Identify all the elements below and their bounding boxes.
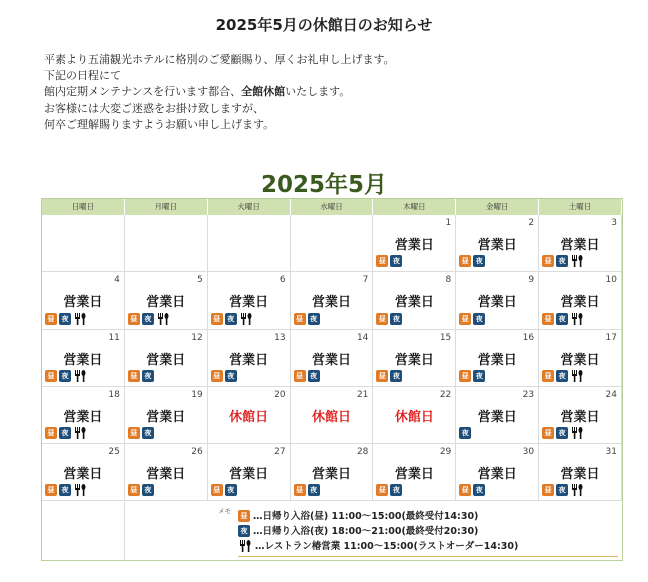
service-icons	[128, 312, 170, 326]
day-bath-icon: 昼	[128, 427, 140, 439]
day-bath-icon: 昼	[45, 484, 57, 496]
open-day-label: 営業日	[146, 295, 186, 311]
open-day-label: 営業日	[477, 409, 517, 425]
open-day-label: 営業日	[311, 295, 351, 311]
day-bath-icon: 昼	[211, 370, 223, 382]
service-icons	[128, 483, 154, 497]
night-bath-icon: 夜	[142, 370, 154, 382]
service-icons	[459, 426, 471, 440]
day-bath-icon: 昼	[459, 484, 471, 496]
open-day-label: 営業日	[477, 238, 517, 253]
calendar-day-cell	[456, 215, 539, 272]
day-number: 17	[605, 332, 617, 343]
service-icons	[376, 254, 402, 268]
calendar-day-cell	[539, 444, 622, 501]
day-bath-icon: 昼	[542, 427, 554, 439]
night-bath-icon: 夜	[308, 484, 320, 496]
night-bath-icon: 夜	[473, 484, 485, 496]
day-bath-icon: 昼	[128, 370, 140, 382]
night-bath-icon: 夜	[556, 370, 568, 382]
service-icons	[211, 312, 253, 326]
closed-day-label: 休館日	[311, 409, 351, 425]
open-day-label: 営業日	[560, 467, 600, 483]
restaurant-icon	[73, 312, 87, 326]
day-bath-icon: 昼	[376, 370, 388, 382]
open-day-label: 営業日	[560, 352, 600, 368]
day-number: 2	[528, 218, 535, 228]
day-bath-icon: 昼	[294, 370, 306, 382]
open-day-label: 営業日	[394, 295, 434, 311]
day-bath-icon: 昼	[211, 484, 223, 496]
open-day-label: 営業日	[477, 467, 517, 483]
day-number: 14	[356, 332, 369, 343]
day-number: 3	[611, 218, 617, 228]
night-bath-icon: 夜	[142, 484, 154, 496]
weekday-header: 土曜日	[539, 199, 622, 215]
day-number: 29	[439, 447, 452, 458]
service-icons	[211, 369, 237, 383]
day-number: 27	[274, 447, 286, 458]
service-icons	[376, 312, 402, 326]
service-icons	[294, 483, 320, 497]
open-day-label: 営業日	[560, 295, 600, 311]
calendar-day-cell	[208, 330, 291, 387]
service-icons	[45, 369, 87, 383]
day-bath-icon: 昼	[542, 370, 554, 382]
day-number: 5	[196, 275, 203, 286]
day-number: 24	[605, 389, 617, 400]
calendar-day-cell	[291, 272, 374, 329]
open-day-label: 営業日	[394, 238, 434, 253]
day-bath-icon: 昼	[211, 313, 223, 325]
service-icons	[542, 369, 584, 383]
legend-row	[238, 524, 518, 539]
service-icons	[128, 426, 154, 440]
open-day-label: 営業日	[146, 409, 186, 425]
notice-line-2: 下記の日程にて	[44, 69, 121, 83]
open-day-label: 営業日	[146, 352, 186, 368]
legend-row	[238, 539, 518, 554]
legend-text: …レストラン椿営業 11:00～15:00(ラストオーダー14:30)	[255, 540, 519, 552]
day-bath-icon: 昼	[45, 370, 57, 382]
day-number: 23	[522, 389, 535, 400]
day-number: 22	[439, 389, 452, 400]
day-bath-icon: 昼	[294, 313, 306, 325]
day-number: 25	[108, 447, 120, 458]
day-bath-icon: 昼	[459, 313, 471, 325]
calendar-day-cell	[539, 215, 622, 272]
service-icons	[294, 369, 320, 383]
night-bath-icon: 夜	[225, 313, 237, 325]
day-number: 16	[522, 332, 535, 343]
calendar-day-cell	[373, 444, 456, 501]
open-day-label: 営業日	[560, 238, 600, 253]
night-bath-icon: 夜	[142, 313, 154, 325]
open-day-label: 営業日	[394, 467, 434, 483]
closed-day-label: 休館日	[394, 409, 434, 425]
day-number: 9	[528, 275, 535, 286]
day-number: 8	[445, 275, 452, 286]
service-icons	[459, 369, 485, 383]
day-number: 11	[108, 332, 120, 343]
night-bath-icon: 夜	[390, 313, 402, 325]
day-number: 30	[522, 447, 535, 458]
memo-area	[42, 502, 622, 561]
calendar-day-cell	[42, 272, 125, 329]
weekday-header: 日曜日	[42, 199, 125, 215]
calendar-day-cell	[456, 330, 539, 387]
day-bath-icon: 昼	[128, 313, 140, 325]
open-day-label: 営業日	[229, 295, 269, 311]
night-bath-icon: 夜	[59, 484, 71, 496]
open-day-label: 営業日	[229, 352, 269, 368]
day-bath-icon: 昼	[459, 255, 471, 267]
night-bath-icon: 夜	[556, 313, 568, 325]
calendar-empty-cell	[208, 215, 291, 272]
open-day-label: 営業日	[311, 352, 351, 368]
calendar-day-cell	[539, 272, 622, 329]
service-icons	[542, 483, 584, 497]
night-bath-icon: 夜	[473, 370, 485, 382]
calendar-day-cell	[539, 330, 622, 387]
open-day-label: 営業日	[63, 467, 103, 483]
night-bath-icon: 夜	[59, 370, 71, 382]
day-bath-icon: 昼	[238, 510, 250, 522]
calendar-day-cell	[539, 387, 622, 444]
calendar-empty-cell	[125, 215, 208, 272]
service-icons	[376, 483, 402, 497]
restaurant-icon	[570, 254, 584, 268]
service-icons	[542, 312, 584, 326]
night-bath-icon: 夜	[556, 255, 568, 267]
notice-line-3	[44, 84, 395, 100]
night-bath-icon: 夜	[308, 313, 320, 325]
notice-title: 2025年5月の休館日のお知らせ	[215, 16, 433, 34]
legend-text: …日帰り入浴(昼) 11:00～15:00(最終受付14:30)	[253, 510, 479, 522]
service-icons	[128, 369, 154, 383]
weekday-header: 金曜日	[456, 199, 539, 215]
night-bath-icon: 夜	[390, 370, 402, 382]
night-bath-icon: 夜	[225, 370, 237, 382]
restaurant-icon	[239, 312, 253, 326]
notice-line-4: お客様には大変ご迷惑をお掛け致しますが、	[44, 101, 264, 115]
calendar-day-cell	[208, 444, 291, 501]
night-bath-icon: 夜	[142, 427, 154, 439]
day-bath-icon: 昼	[459, 370, 471, 382]
restaurant-icon	[570, 312, 584, 326]
day-number: 18	[108, 389, 120, 400]
restaurant-icon	[156, 312, 170, 326]
notice-line-3-pre: 館内定期メンテナンスを行います都合、	[44, 85, 242, 99]
legend	[238, 509, 518, 554]
notice-body	[44, 52, 395, 133]
day-bath-icon: 昼	[376, 313, 388, 325]
service-icons	[376, 369, 402, 383]
calendar-day-cell	[42, 387, 125, 444]
open-day-label: 営業日	[477, 295, 517, 311]
night-bath-icon: 夜	[59, 313, 71, 325]
open-day-label: 営業日	[477, 352, 517, 368]
day-bath-icon: 昼	[542, 484, 554, 496]
day-number: 1	[445, 218, 452, 228]
service-icons	[45, 426, 87, 440]
open-day-label: 営業日	[146, 467, 186, 483]
day-bath-icon: 昼	[294, 484, 306, 496]
calendar-day-cell	[373, 272, 456, 329]
night-bath-icon: 夜	[59, 427, 71, 439]
restaurant-icon	[570, 369, 584, 383]
night-bath-icon: 夜	[556, 427, 568, 439]
day-bath-icon: 昼	[45, 427, 57, 439]
night-bath-icon: 夜	[390, 484, 402, 496]
memo-label: メモ	[218, 506, 231, 515]
open-day-label: 営業日	[63, 409, 103, 425]
day-number: 31	[605, 447, 617, 458]
day-number: 26	[191, 447, 203, 458]
calendar-day-cell	[373, 387, 456, 444]
service-icons	[45, 483, 87, 497]
calendar-day-cell	[456, 272, 539, 329]
legend-divider	[238, 556, 618, 557]
legend-row	[238, 509, 518, 524]
open-day-label: 営業日	[63, 352, 103, 368]
weekday-header: 木曜日	[373, 199, 456, 215]
restaurant-icon	[570, 483, 584, 497]
day-number: 7	[362, 275, 369, 286]
calendar-day-cell	[125, 330, 208, 387]
day-number: 28	[356, 447, 369, 458]
day-number: 20	[274, 389, 286, 400]
night-bath-icon: 夜	[473, 255, 485, 267]
restaurant-icon	[73, 483, 87, 497]
day-number: 15	[439, 332, 452, 343]
notice-line-3-bold: 全館休館	[241, 85, 286, 99]
day-bath-icon: 昼	[128, 484, 140, 496]
day-bath-icon: 昼	[45, 313, 57, 325]
calendar-day-cell	[42, 444, 125, 501]
service-icons	[459, 312, 485, 326]
calendar-day-cell	[456, 387, 539, 444]
calendar-title: 2025年5月	[260, 172, 388, 198]
closed-day-label: 休館日	[229, 409, 269, 425]
night-bath-icon: 夜	[308, 370, 320, 382]
night-bath-icon: 夜	[225, 484, 237, 496]
calendar-day-cell	[373, 215, 456, 272]
open-day-label: 営業日	[311, 467, 351, 483]
service-icons	[211, 483, 237, 497]
calendar-day-cell	[291, 387, 374, 444]
restaurant-icon	[238, 539, 252, 553]
open-day-label: 営業日	[394, 352, 434, 368]
day-number: 21	[356, 389, 369, 400]
service-icons	[45, 312, 87, 326]
service-icons	[459, 254, 485, 268]
day-number: 13	[274, 332, 286, 343]
calendar-empty-cell	[42, 215, 125, 272]
notice-line-5: 何卒ご理解賜りますようお願い申し上げます。	[44, 117, 275, 131]
night-bath-icon: 夜	[390, 255, 402, 267]
service-icons	[294, 312, 320, 326]
calendar-day-cell	[456, 444, 539, 501]
calendar-day-cell	[208, 387, 291, 444]
service-icons	[542, 254, 584, 268]
day-number: 19	[191, 389, 203, 400]
service-icons	[459, 483, 485, 497]
night-bath-icon: 夜	[473, 313, 485, 325]
restaurant-icon	[73, 369, 87, 383]
weekday-header: 月曜日	[125, 199, 208, 215]
day-number: 6	[279, 275, 286, 286]
night-bath-icon: 夜	[556, 484, 568, 496]
calendar-day-cell	[125, 272, 208, 329]
day-bath-icon: 昼	[376, 484, 388, 496]
day-number: 4	[114, 275, 120, 286]
day-bath-icon: 昼	[376, 255, 388, 267]
day-bath-icon: 昼	[542, 313, 554, 325]
notice-line-1: 平素より五浦観光ホテルに格別のご愛顧賜り、厚くお礼申し上げます。	[44, 53, 395, 66]
notice-line-3-post: いたします。	[285, 85, 351, 99]
service-icons	[542, 426, 584, 440]
calendar-empty-cell	[291, 215, 374, 272]
calendar-day-cell	[373, 330, 456, 387]
open-day-label: 営業日	[560, 409, 600, 425]
calendar-day-cell	[208, 272, 291, 329]
open-day-label: 営業日	[229, 467, 269, 483]
calendar-day-cell	[291, 330, 374, 387]
day-bath-icon: 昼	[542, 255, 554, 267]
open-day-label: 営業日	[63, 295, 103, 311]
weekday-header: 水曜日	[291, 199, 374, 215]
day-number: 12	[191, 332, 203, 343]
calendar-day-cell	[291, 444, 374, 501]
calendar-day-cell	[125, 387, 208, 444]
legend-text: …日帰り入浴(夜) 18:00～21:00(最終受付20:30)	[253, 525, 479, 537]
restaurant-icon	[73, 426, 87, 440]
calendar-day-cell	[125, 444, 208, 501]
night-bath-icon: 夜	[238, 525, 250, 537]
day-number: 10	[605, 275, 617, 286]
night-bath-icon: 夜	[459, 427, 471, 439]
calendar-day-cell	[42, 330, 125, 387]
calendar	[41, 198, 623, 561]
weekday-header: 火曜日	[208, 199, 291, 215]
restaurant-icon	[570, 426, 584, 440]
